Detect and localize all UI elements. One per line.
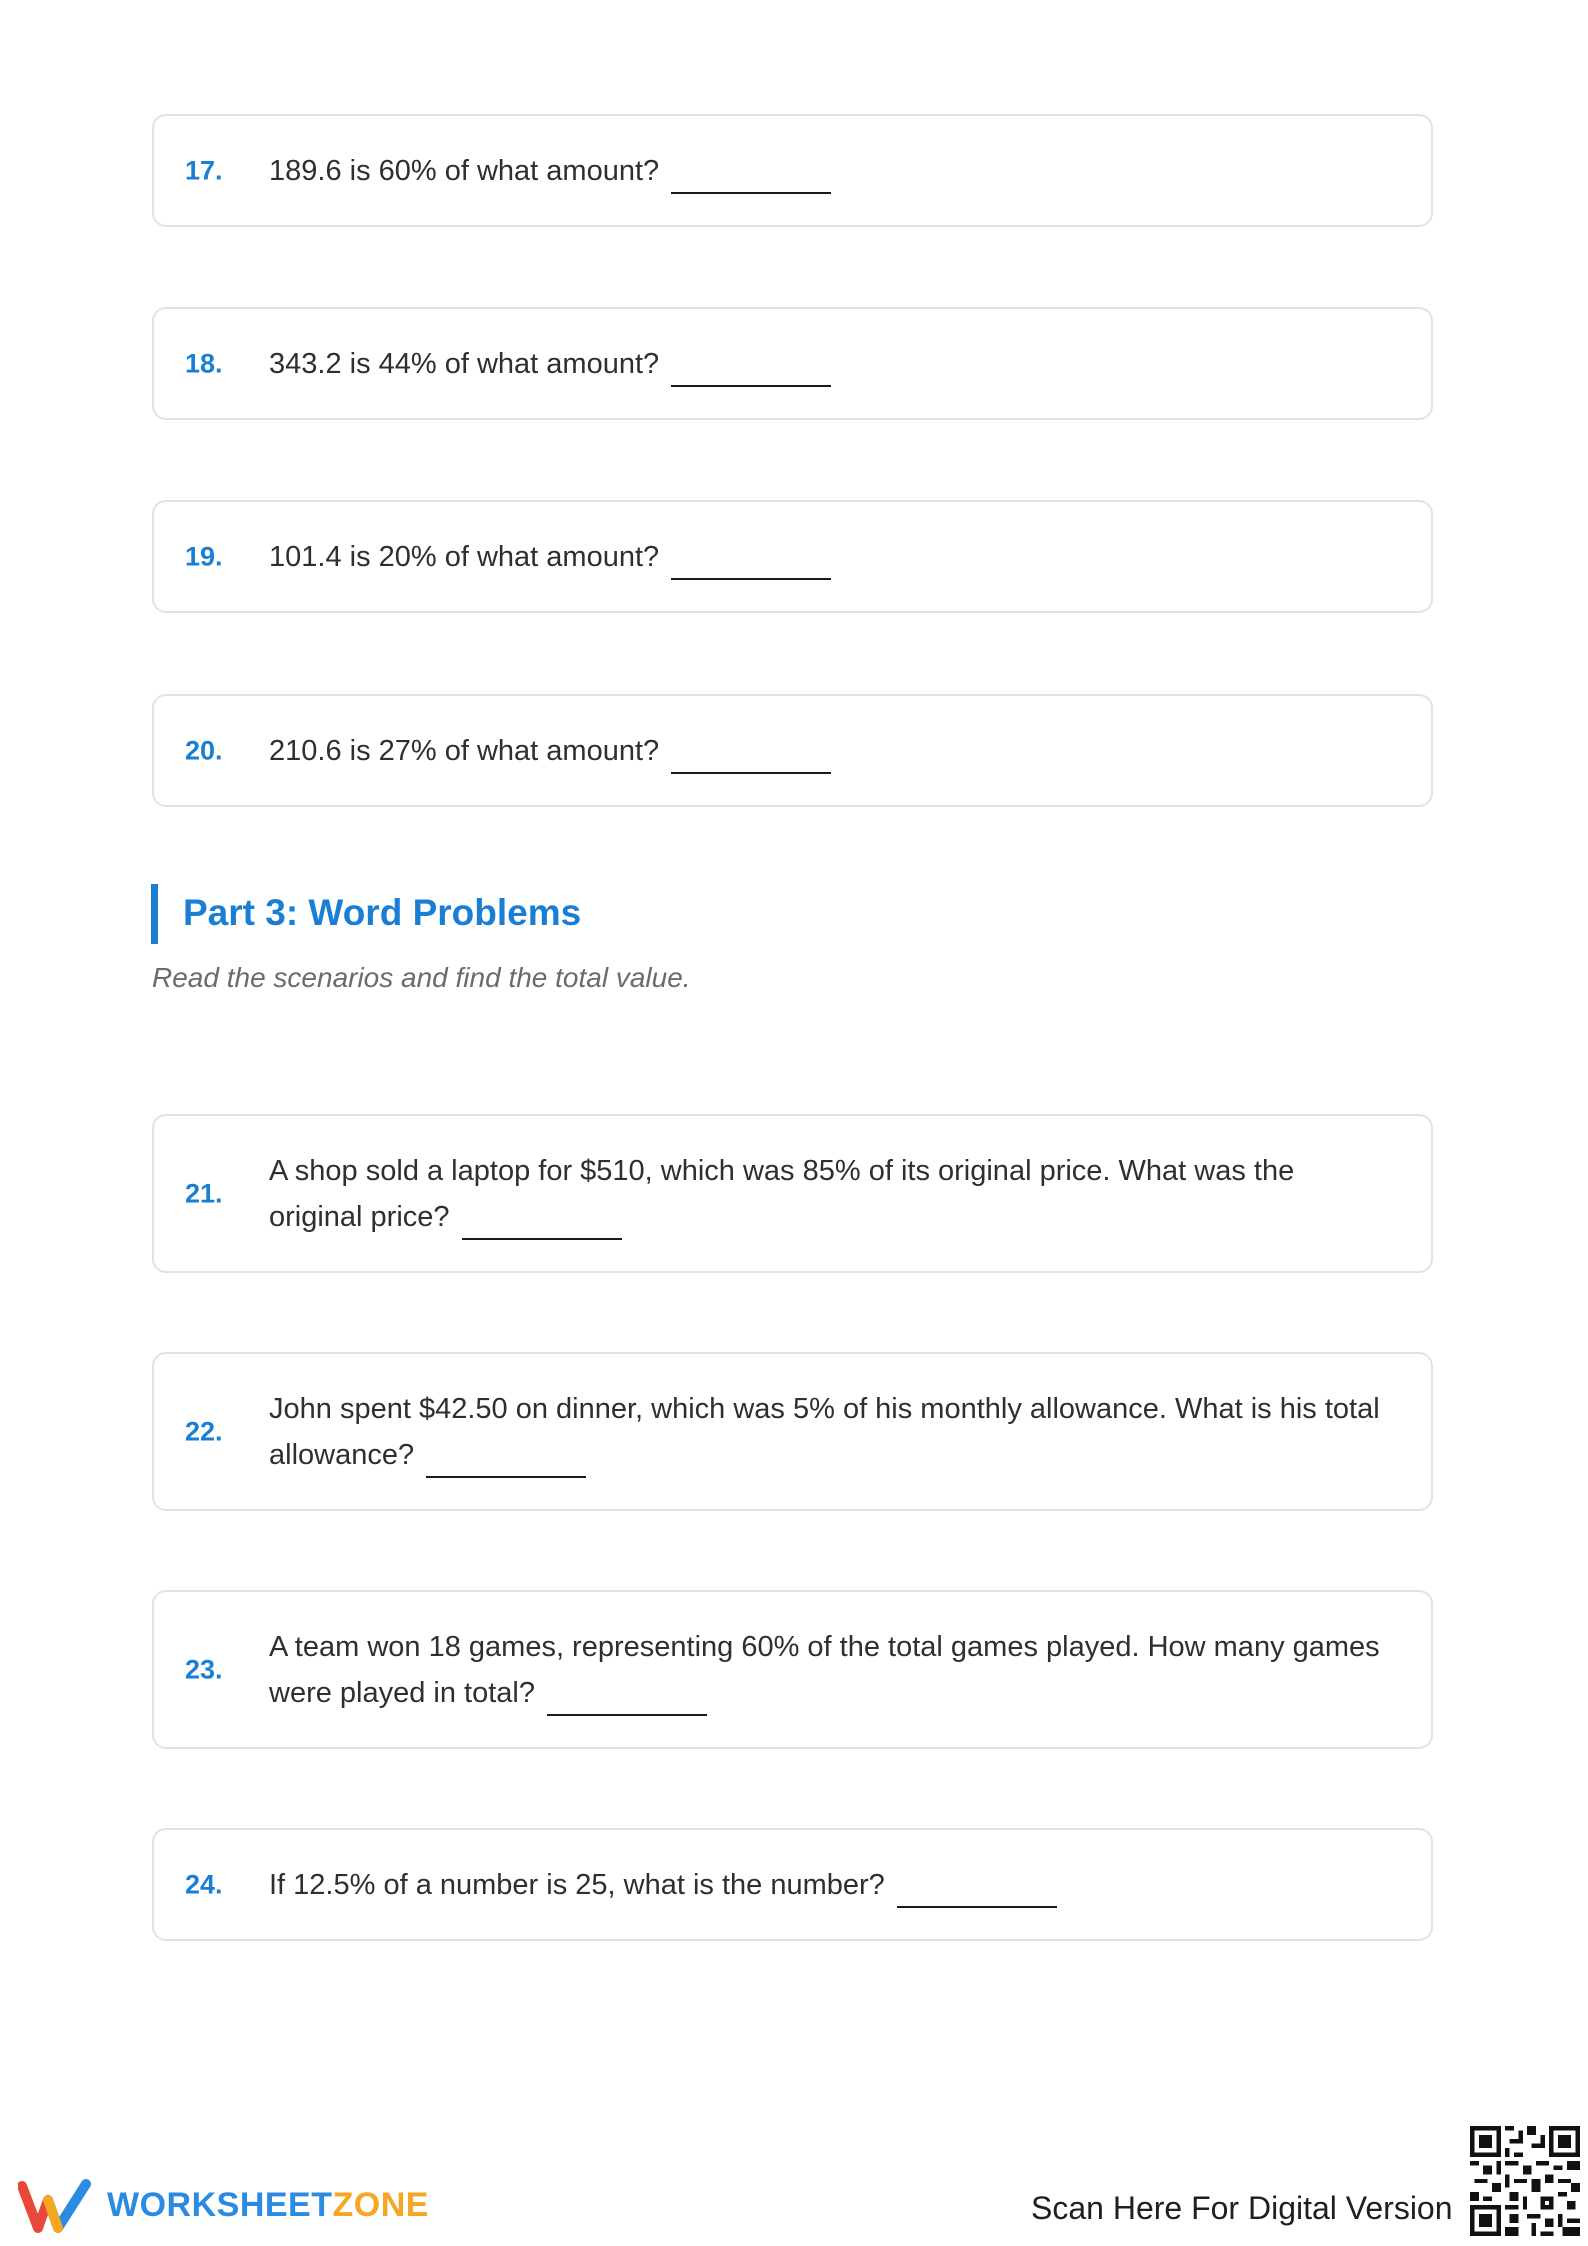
question-number: 19. — [185, 541, 223, 571]
question-card-24 — [152, 1828, 1433, 1941]
question-card-23 — [152, 1590, 1433, 1749]
brand-name-part1: WORKSHEET — [107, 2186, 333, 2224]
answer-blank[interactable] — [462, 1238, 622, 1240]
qr-code-icon[interactable] — [1470, 2126, 1580, 2236]
answer-blank[interactable] — [671, 578, 831, 580]
question-text — [269, 1386, 1391, 1478]
section-accent-bar — [151, 884, 158, 944]
question-text-content: 210.6 is 27% of what amount? — [269, 734, 660, 767]
answer-blank[interactable] — [671, 385, 831, 387]
section-subtitle: Read the scenarios and find the total value. — [152, 962, 691, 993]
question-text-content: If 12.5% of a number is 25, what is the number? — [269, 1868, 885, 1901]
question-text — [269, 148, 1391, 194]
answer-blank[interactable] — [897, 1906, 1057, 1908]
question-text — [269, 1624, 1391, 1716]
question-number: 24. — [185, 1869, 223, 1899]
question-text — [269, 728, 1391, 774]
question-card-22 — [152, 1352, 1433, 1511]
question-text-content: A shop sold a laptop for $510, which was 85% of its original price. What was the original price? — [269, 1154, 1295, 1233]
question-text — [269, 1148, 1391, 1240]
question-card-21 — [152, 1114, 1433, 1273]
question-number: 20. — [185, 735, 223, 765]
answer-blank[interactable] — [671, 772, 831, 774]
question-number: 21. — [185, 1178, 223, 1208]
scan-instruction: Scan Here For Digital Version — [1031, 2190, 1453, 2226]
question-number: 17. — [185, 155, 223, 185]
question-card-18 — [152, 307, 1433, 420]
question-text-content: 189.6 is 60% of what amount? — [269, 154, 660, 187]
question-text — [269, 534, 1391, 580]
question-number: 22. — [185, 1416, 223, 1446]
question-card-20 — [152, 694, 1433, 807]
answer-blank[interactable] — [547, 1714, 707, 1716]
question-text-content: 343.2 is 44% of what amount? — [269, 347, 660, 380]
section-title: Part 3: Word Problems — [183, 892, 582, 933]
question-card-17 — [152, 114, 1433, 227]
question-number: 18. — [185, 348, 223, 378]
question-text-content: John spent $42.50 on dinner, which was 5% of his monthly allowance. What is his total allowance? — [269, 1392, 1380, 1471]
answer-blank[interactable] — [671, 192, 831, 194]
worksheetzone-logo-icon — [18, 2178, 92, 2234]
question-number: 23. — [185, 1654, 223, 1684]
brand-name — [107, 2186, 429, 2225]
brand-name-part2: ZONE — [332, 2186, 429, 2224]
question-text-content: A team won 18 games, representing 60% of the total games played. How many games were played in total? — [269, 1630, 1380, 1709]
question-text-content: 101.4 is 20% of what amount? — [269, 540, 660, 573]
question-card-19 — [152, 500, 1433, 613]
question-text — [269, 1862, 1391, 1908]
question-text — [269, 341, 1391, 387]
answer-blank[interactable] — [426, 1476, 586, 1478]
